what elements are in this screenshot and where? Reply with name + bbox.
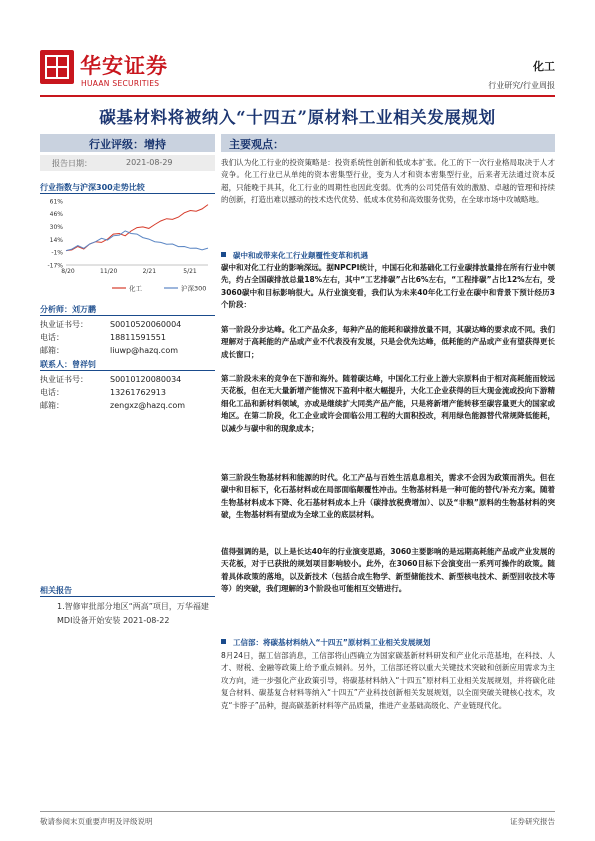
section-heading-text: 工信部：将碳基材料纳入“十四五”原材料工业相关发展规划 bbox=[233, 638, 431, 647]
contact-email-row bbox=[40, 400, 185, 411]
contact-email[interactable]: zengxz@hazq.com bbox=[110, 401, 186, 410]
analyst-cert-row bbox=[40, 319, 181, 330]
analyst-phone-row bbox=[40, 332, 166, 343]
footer-disclaimer: 敬请参阅末页重要声明及评级说明 bbox=[40, 817, 153, 826]
related-rule bbox=[40, 596, 215, 597]
emphasis-paragraph: 值得强调的是，以上是长达40年的行业演变思路，3060主要影响的是远期高耗能产品或产业发展的天花板，对于已获批的规划项目影响较小。此外，在3060目标下会演变出一系列可操作的政策。随着具体政策的落地，以及新技术（包括合成生物学、新型储能技术、新型核电技术、新型回收技术等等）的突破，我们理解的3个阶段也可能相互交错进行。 bbox=[221, 547, 555, 594]
bullet-square-icon bbox=[221, 639, 226, 644]
series-line-1 bbox=[66, 231, 208, 251]
contact-rule bbox=[40, 370, 215, 371]
company-logo-text: 华安证券 bbox=[80, 53, 168, 78]
report-date: 2021-08-29 bbox=[126, 158, 173, 167]
contact-cert-row bbox=[40, 374, 181, 385]
x-tick-label: 2/21 bbox=[142, 268, 157, 275]
section-heading-text: 碳中和或带来化工行业颠覆性变革和机遇 bbox=[233, 251, 368, 260]
intro-paragraph: 我们认为化工行业的投资策略是：投资系统性创新和低成本扩张。化工的下一次行业格局取决于人才竞争。化工行业已从单纯的资本密集型行业，变为人才和资本密集型行业，后来者无法通过资本反超，只能晚于具其，化工行业的周期性也因此变弱。优秀的公司凭借有效的激励、卓越的管理和持续的创新，打造出难以撼动的技术迭代优势、低成本优势和高效服务优势，在全球市场中攻城略地。 bbox=[221, 158, 555, 205]
miit-paragraph: 8月24日，据工信部消息，工信部将山西确立为国家碳基新材料研发和产业化示范基地，在科技、人才、财税、金融等政策上给予重点倾斜。另外，工信部还将以重大关键技术突破和创新应用需求为主攻方向，进一步强化产业政策引导，将碳基材料纳入“十四五”原材料工业相关发展规划，并将碳化硅复合材料、碳基复合材料等纳入“十四五”产业科技创新相关发展规划，以全面突破关键核心技术，攻克“卡脖子”品种，提高碳基新材料等产品质量，推进产业基础高级化、产业链现代化。 bbox=[221, 651, 555, 710]
chart-title-rule bbox=[40, 193, 215, 194]
contact-heading: 联系人：曾祥钊 bbox=[40, 360, 96, 369]
legend-label: 化工 bbox=[129, 284, 142, 293]
report-date-row bbox=[40, 155, 215, 171]
report-type-label: 行业研究/行业周报 bbox=[488, 81, 555, 90]
contact-phone: 13261762913 bbox=[110, 388, 166, 397]
contact-cert-label: 执业证书号： bbox=[40, 375, 88, 384]
related-report-item[interactable]: 1.智修审批部分地区“两高”项目，万华福建MDI设备开始安装 2021-08-22 bbox=[57, 602, 209, 625]
section-碳中和-heading bbox=[221, 250, 368, 261]
stage-three-paragraph: 第三阶段生物基材料和能源的时代。化工产品与百姓生活息息相关，需求不会因为政策而消失。但在碳中和目标下，化石基材料或在局部面临颠覆性冲击。生物基材料是一种可能的替代/补充方案。随着生物基材料成本下降、化石基材料成本上升（碳排放税费增加）、以及“非粮”原料的生物基材料的突破，生物基材料有望成为全球工业的底层材料。 bbox=[221, 473, 555, 520]
y-tick-label: 14% bbox=[49, 237, 63, 245]
x-tick-label: 5/21 bbox=[183, 268, 197, 275]
footer-divider bbox=[40, 811, 555, 812]
analyst-phone-label: 电话： bbox=[40, 333, 64, 342]
x-tick-label: 11/20 bbox=[100, 268, 118, 275]
index-comparison-chart bbox=[40, 195, 215, 297]
footer-label: 证券研究报告 bbox=[510, 817, 555, 826]
y-tick-label: 61% bbox=[49, 198, 63, 206]
key-points-band bbox=[221, 134, 555, 152]
contact-email-label: 邮箱： bbox=[40, 401, 64, 410]
y-tick-label: 46% bbox=[49, 210, 63, 218]
report-title: 碳基材料将被纳入“十四五”原材料工业相关发展规划 bbox=[99, 108, 496, 127]
y-tick-label: -17% bbox=[47, 262, 63, 270]
contact-phone-row bbox=[40, 387, 166, 398]
contact-phone-label: 电话： bbox=[40, 388, 64, 397]
analyst-phone: 18811591551 bbox=[110, 333, 166, 342]
rating-band bbox=[40, 134, 215, 152]
analyst-heading: 分析师：刘万鹏 bbox=[40, 305, 96, 314]
carbon-neutral-paragraph: 碳中和对化工行业的影响深远。据NPCPI统计，中国石化和基础化工行业碳排放量排在所有行业中领先，约占全国碳排放总量18%左右，其中“工艺排碳”占比6%左右，“工程排碳”占比12%左右，受3060碳中和目标影响很大。从行业演变看，我们认为未来40年化工行业在碳中和背景下预计经历3个阶段： bbox=[221, 263, 555, 310]
key-points-heading: 主要观点： bbox=[229, 138, 284, 151]
legend-label: 沪深300 bbox=[181, 284, 207, 293]
company-logo-mark bbox=[40, 50, 74, 84]
analyst-email-label: 邮箱： bbox=[40, 346, 64, 355]
y-tick-label: -1% bbox=[51, 249, 63, 257]
y-tick-label: 30% bbox=[49, 223, 63, 231]
analyst-rule bbox=[40, 315, 215, 316]
industry-rating: 行业评级：增持 bbox=[89, 138, 166, 151]
sector-label: 化工 bbox=[533, 60, 555, 73]
stage-two-paragraph: 第二阶段未来的竞争在下游和海外。随着碳达峰，中国化工行业上游大宗原料由于相对高耗能而较远天花板，但在无大量新增产能情况下盈利中枢大幅提升，大化工企业获得的巨大现金流或投向下游精细化工品和新材料领域，亦或是继续扩大同类产品产能，只是将新增产能转移至碳容量更大的国家或地区。在第二阶段，化工企业或许会面临公用工程的大面积投改，利用绿色能源替代常规降低能耗，以减少与碳中和的现象成本； bbox=[221, 374, 555, 433]
company-logo-english: HUAAN SECURITIES bbox=[81, 79, 160, 88]
chart-title: 行业指数与沪深300走势比较 bbox=[40, 183, 145, 192]
analyst-cert-label: 执业证书号： bbox=[40, 320, 88, 329]
report-date-label: 报告日期： bbox=[52, 159, 92, 168]
bullet-square-icon bbox=[221, 252, 226, 257]
header-divider bbox=[40, 95, 555, 97]
analyst-email-row bbox=[40, 345, 178, 356]
x-tick-label: 8/20 bbox=[61, 268, 75, 275]
related-reports-heading: 相关报告 bbox=[40, 586, 72, 595]
series-line-0 bbox=[66, 205, 208, 251]
stage-one-paragraph: 第一阶段分步达峰。化工产品众多，每种产品的能耗和碳排放量不同，其碳达峰的要求成不同。我们理解对于高耗能的产品或产业不代表没有发展，只是会优先达峰，低耗能的产品或产业有望获得更长成长窗口； bbox=[221, 325, 555, 359]
analyst-email[interactable]: liuwp@hazq.com bbox=[110, 346, 179, 355]
section-miit-heading bbox=[221, 637, 430, 648]
analyst-cert: S0010520060004 bbox=[110, 320, 182, 329]
contact-cert: S0010120080034 bbox=[110, 375, 182, 384]
